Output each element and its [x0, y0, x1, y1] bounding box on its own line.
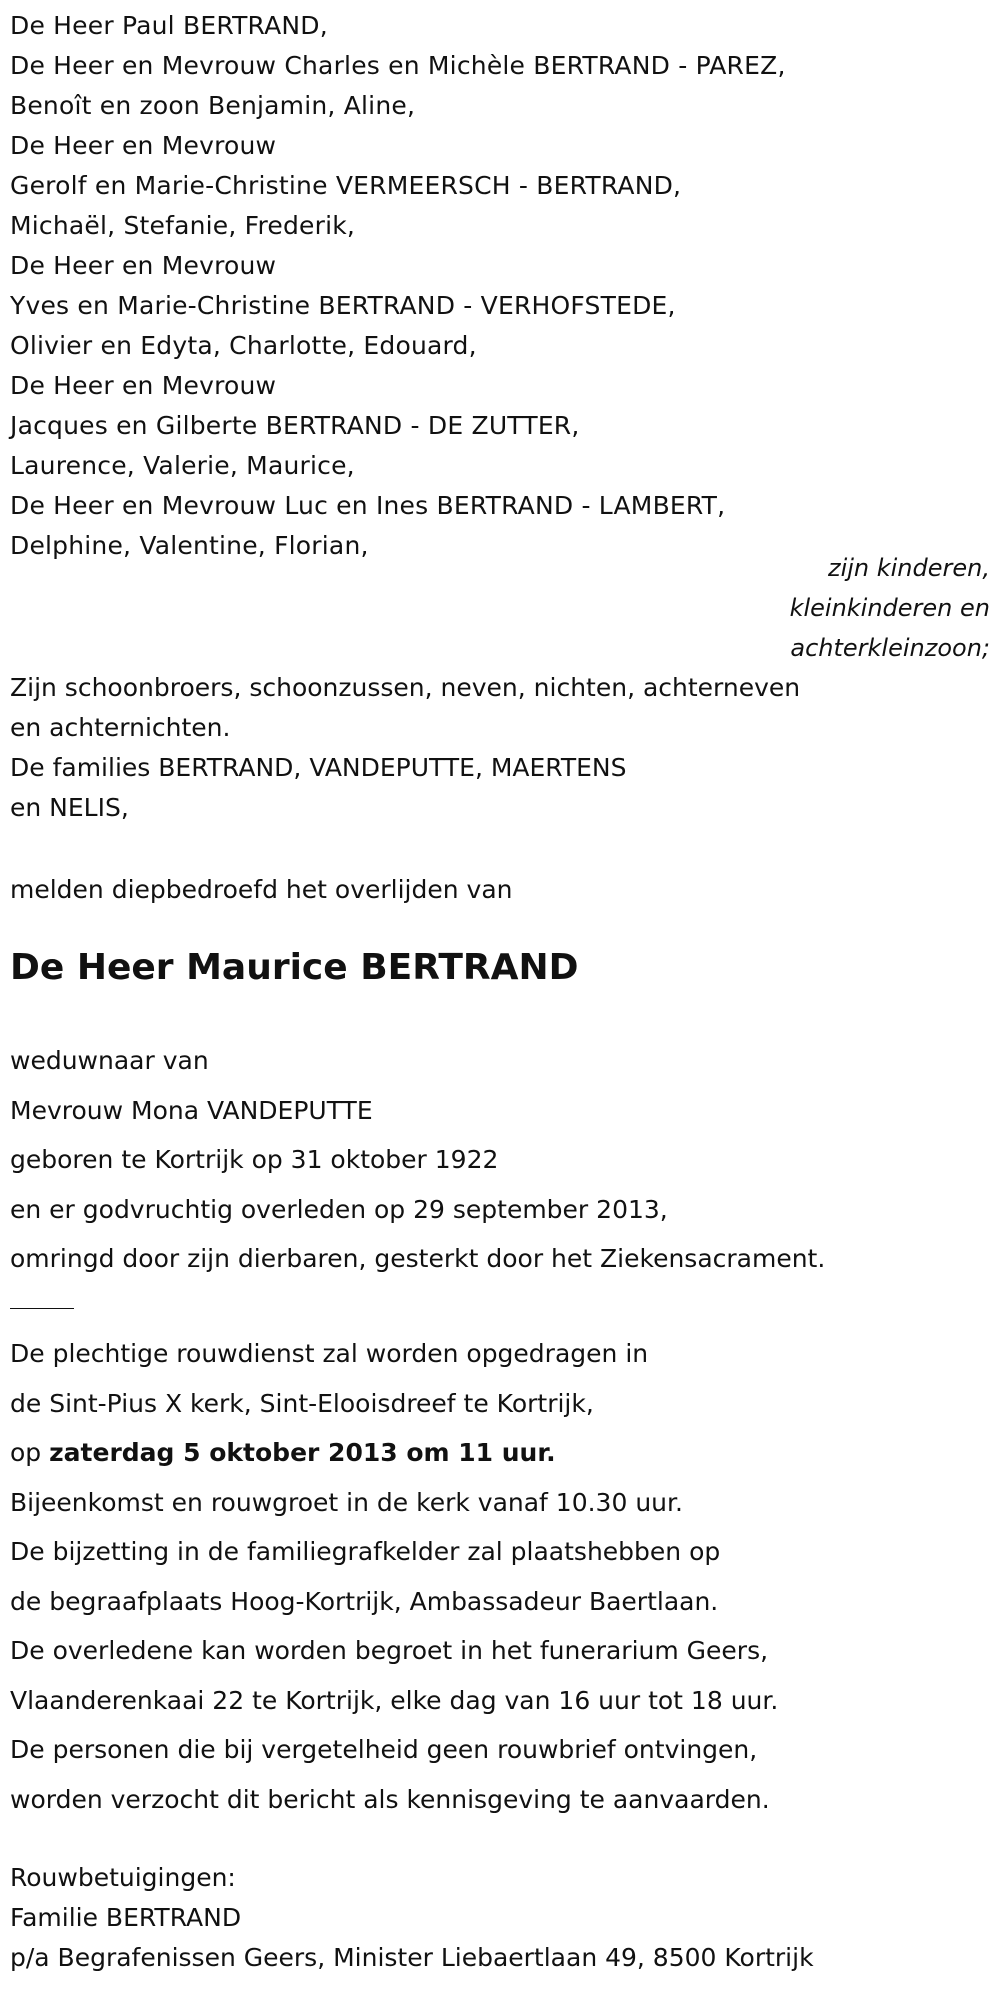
condolences-name: Familie BERTRAND: [10, 1903, 242, 1932]
family-line: Yves en Marie-Christine BERTRAND - VERHOFSTEDE,: [10, 291, 676, 320]
relatives-line: De families BERTRAND, VANDEPUTTE, MAERTENS: [10, 753, 627, 782]
ceremony-line: de begraafplaats Hoog-Kortrijk, Ambassadeur Baertlaan.: [10, 1586, 719, 1616]
ceremony-date-line: [10, 1428, 778, 1478]
ceremony-line: De personen die bij vergetelheid geen rouwbrief ontvingen,: [10, 1735, 758, 1764]
family-line: De Heer en Mevrouw: [10, 371, 277, 400]
condolences-info: [10, 1858, 814, 1978]
family-line: De Heer en Mevrouw Luc en Ines BERTRAND - LAMBERT,: [10, 491, 726, 520]
ceremony-date: zaterdag 5 oktober 2013 om 11 uur.: [49, 1438, 556, 1467]
announcement-text: melden diepbedroefd het overlijden van: [10, 875, 513, 904]
ceremony-line: Vlaanderenkaai 22 te Kortrijk, elke dag van 16 uur tot 18 uur.: [10, 1685, 779, 1715]
details-line: Mevrouw Mona VANDEPUTTE: [10, 1095, 373, 1125]
family-line: Jacques en Gilberte BERTRAND - DE ZUTTER,: [10, 411, 580, 440]
family-line: De Heer en Mevrouw: [10, 131, 277, 160]
relatives-line: en NELIS,: [10, 793, 129, 822]
ceremony-date-prefix: op: [10, 1438, 50, 1467]
ceremony-line: Bijeenkomst en rouwgroet in de kerk vanaf 10.30 uur.: [10, 1487, 683, 1517]
relatives-line: Zijn schoonbroers, schoonzussen, neven, nichten, achterneven: [10, 673, 801, 702]
family-line: Benoît en zoon Benjamin, Aline,: [10, 91, 416, 120]
relation-line: kleinkinderen en: [789, 594, 990, 622]
ceremony-line: De bijzetting in de familiegrafkelder zal plaatshebben op: [10, 1537, 721, 1566]
ceremony-line: De plechtige rouwdienst zal worden opgedragen in: [10, 1339, 649, 1368]
family-line: Gerolf en Marie-Christine VERMEERSCH - BERTRAND,: [10, 171, 682, 200]
ceremony-info: [10, 1329, 778, 1824]
condolences-label: Rouwbetuigingen:: [10, 1863, 236, 1892]
family-line: Michaël, Stefanie, Frederik,: [10, 211, 356, 240]
relation-note: [790, 548, 990, 668]
relatives-line: en achternichten.: [10, 713, 231, 742]
deceased-details: [10, 1036, 825, 1284]
details-line: omringd door zijn dierbaren, gesterkt door het Ziekensacrament.: [10, 1244, 826, 1273]
separator-line: [10, 1308, 74, 1309]
ceremony-line: De overledene kan worden begroet in het funerarium Geers,: [10, 1636, 769, 1665]
family-line: Delphine, Valentine, Florian,: [10, 531, 369, 560]
relation-line: achterkleinzoon;: [790, 634, 990, 662]
family-line: De Heer Paul BERTRAND,: [10, 11, 328, 40]
relatives-list: [10, 668, 800, 828]
family-line: Laurence, Valerie, Maurice,: [10, 451, 355, 480]
family-line: De Heer en Mevrouw: [10, 251, 277, 280]
condolences-address: p/a Begrafenissen Geers, Minister Liebaertlaan 49, 8500 Kortrijk: [10, 1943, 814, 1972]
relation-line: zijn kinderen,: [827, 554, 990, 582]
details-line: en er godvruchtig overleden op 29 september 2013,: [10, 1194, 668, 1224]
family-line: Olivier en Edyta, Charlotte, Edouard,: [10, 331, 477, 360]
details-line: weduwnaar van: [10, 1046, 209, 1075]
details-line: geboren te Kortrijk op 31 oktober 1922: [10, 1145, 499, 1174]
ceremony-line: de Sint-Pius X kerk, Sint-Elooisdreef te Kortrijk,: [10, 1388, 594, 1418]
deceased-name: De Heer Maurice BERTRAND: [10, 947, 579, 988]
family-list: [10, 6, 990, 566]
ceremony-line: worden verzocht dit bericht als kennisgeving te aanvaarden.: [10, 1784, 770, 1814]
family-line: De Heer en Mevrouw Charles en Michèle BERTRAND - PAREZ,: [10, 51, 786, 80]
